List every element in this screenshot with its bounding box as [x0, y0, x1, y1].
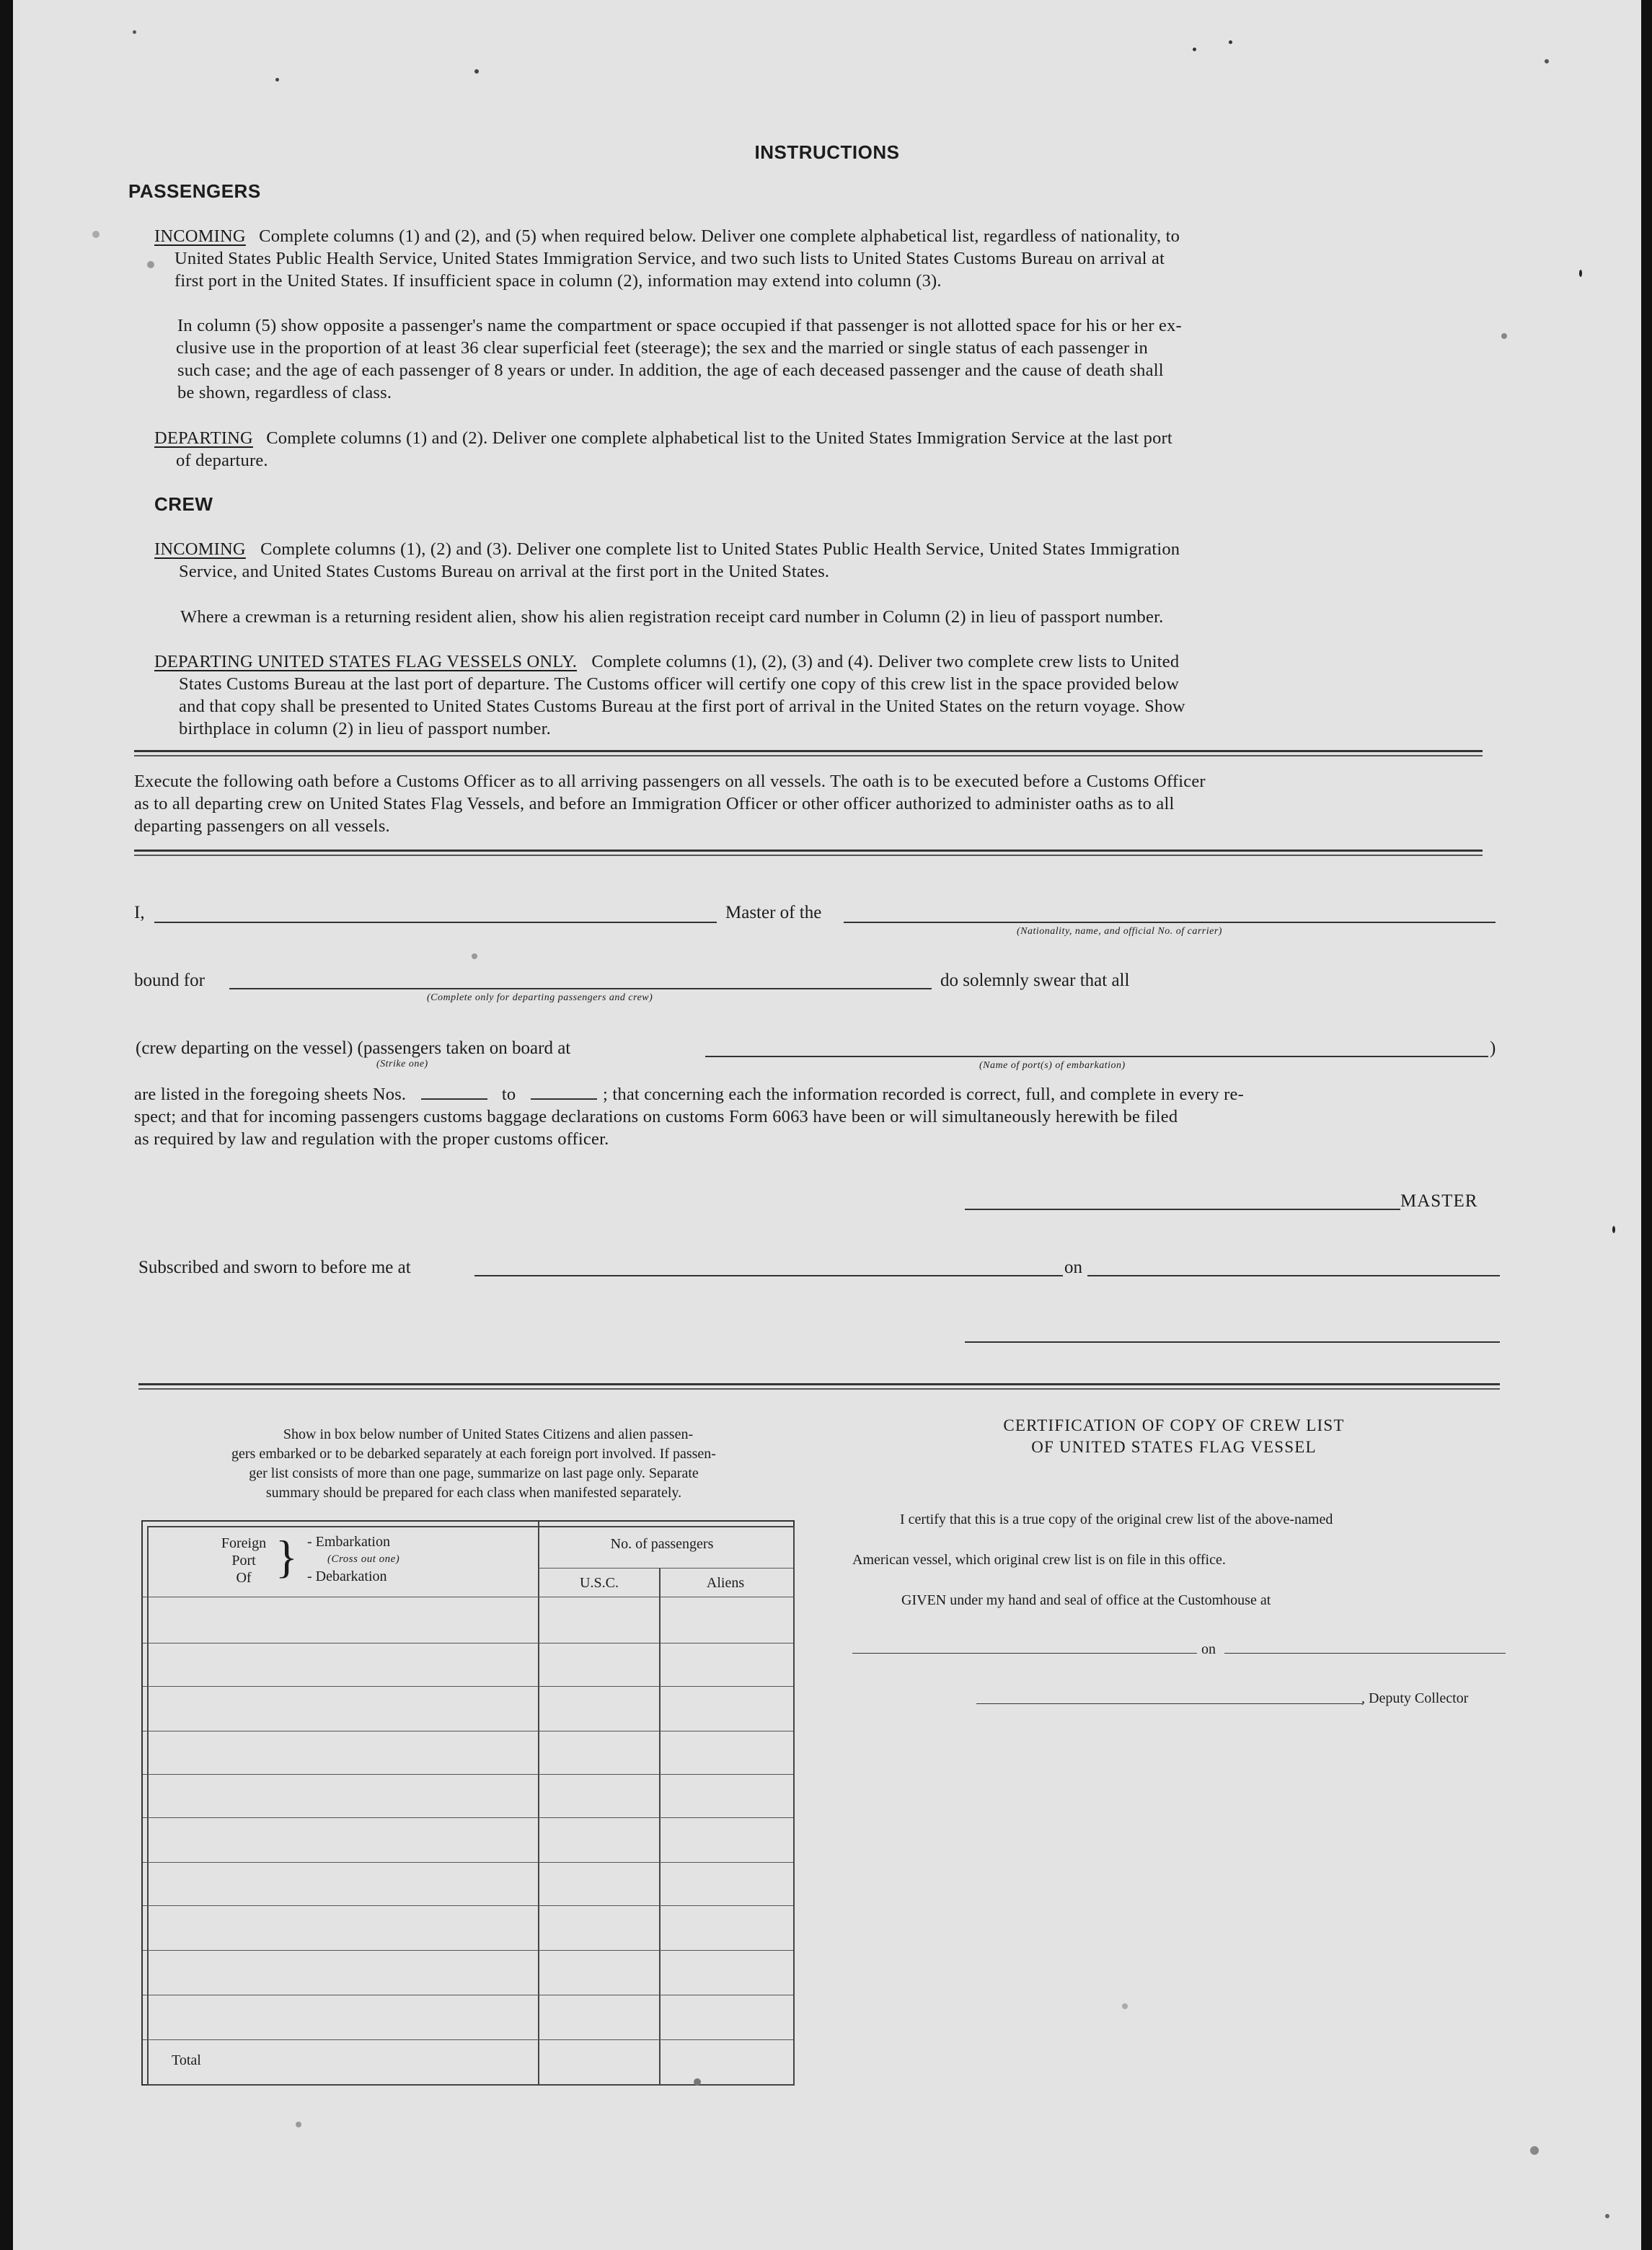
- sworn-date-field[interactable]: [1087, 1275, 1500, 1276]
- master-of-the-label: Master of the: [725, 903, 822, 922]
- certification-heading-line2: OF UNITED STATES FLAG VESSEL: [1031, 1438, 1317, 1456]
- scan-speck: [1605, 2214, 1609, 2218]
- port-text: Port: [231, 1553, 256, 1569]
- column5-line: be shown, regardless of class.: [177, 383, 392, 402]
- crew-incoming-line1: Complete columns (1), (2) and (3). Deliver one complete list to United States Public Health Service, United States Immigration: [260, 539, 1180, 559]
- scan-speck: [275, 78, 279, 81]
- embarkation-ports-field[interactable]: [705, 1056, 1488, 1057]
- form-sheet: [13, 0, 1641, 2250]
- certification-heading: [907, 1415, 1441, 1458]
- scan-speck: [474, 69, 479, 74]
- carrier-caption: (Nationality, name, and official No. of carrier): [1017, 926, 1222, 937]
- crew-incoming-label: INCOMING: [154, 539, 246, 559]
- summary-note-line: summary should be prepared for each class when manifested separately.: [265, 1485, 682, 1501]
- crew-departing-flag-label: DEPARTING UNITED STATES FLAG VESSELS ONLY.: [154, 652, 578, 671]
- table-row-line: [143, 1643, 793, 1644]
- passengers-departing-block: [154, 427, 1474, 472]
- scan-speck: [694, 2078, 701, 2086]
- certification-line1: I certify that this is a true copy of the original crew list of the above-named: [900, 1512, 1333, 1527]
- foreign-port-label: [215, 1535, 273, 1587]
- master-name-field[interactable]: [154, 922, 717, 923]
- oath-intro-line: Execute the following oath before a Customs Officer as to all arriving passengers on all vessels. The oath is to be executed before a Customs Officer: [134, 772, 1206, 791]
- table-col-divider: [538, 1522, 539, 2084]
- listed-text-b: ; that concerning each the information recorded is correct, full, and complete in every re-: [603, 1085, 1244, 1104]
- passengers-departing-line2: of departure.: [176, 451, 268, 470]
- section-divider: [134, 850, 1483, 856]
- passengers-departing-label: DEPARTING: [154, 428, 253, 448]
- crew-departing-flag-line2: States Customs Bureau at the last port of departure. The Customs officer will certify one copy of this crew list in the space provided below: [179, 674, 1180, 694]
- summary-note-line: gers embarked or to be debarked separately at each foreign port involved. If passen-: [231, 1446, 716, 1462]
- passengers-incoming-block: [154, 225, 1467, 292]
- crew-departing-flag-line4: birthplace in column (2) in lieu of passport number.: [179, 719, 551, 738]
- column5-line: clusive use in the proportion of at least 36 clear superficial feet (steerage); the sex and the married or single status of each passenger in: [176, 338, 1148, 358]
- certification-line2: American vessel, which original crew list is on file in this office.: [852, 1552, 1226, 1568]
- crew-departing-flag-line3: and that copy shall be presented to United States Customs Bureau at the first port of arrival in the United States on the return voyage. Show: [179, 697, 1185, 716]
- table-row-line: [143, 1686, 793, 1687]
- officer-signature-field[interactable]: [965, 1341, 1500, 1343]
- oath-line2: spect; and that for incoming passengers customs baggage declarations on customs Form 6063 have been or will simultaneously herewith be filed: [134, 1107, 1178, 1126]
- debarkation-option[interactable]: - Debarkation: [307, 1569, 387, 1584]
- crew-departing-clause: (crew departing on the vessel) (passengers taken on board at: [136, 1038, 571, 1058]
- page-title: INSTRUCTIONS: [754, 141, 900, 163]
- oath-i-label: I,: [134, 903, 145, 922]
- scan-speck: [133, 30, 136, 34]
- usc-header: U.S.C.: [580, 1575, 619, 1591]
- scan-speck: [1579, 270, 1582, 277]
- embark-debark-label: [307, 1533, 399, 1585]
- passengers-heading: PASSENGERS: [128, 180, 261, 202]
- certification-line3: GIVEN under my hand and seal of office at the Customhouse at: [901, 1592, 1271, 1608]
- foreign-text: Foreign: [221, 1535, 267, 1551]
- oath-intro: [134, 770, 1490, 837]
- scan-speck: [296, 2122, 301, 2127]
- deputy-collector-signature-field[interactable]: [976, 1703, 1363, 1704]
- scan-speck: [1501, 333, 1507, 339]
- crew-departing-flag-block: [154, 650, 1474, 740]
- cross-out-caption: (Cross out one): [327, 1553, 400, 1565]
- listed-to: to: [501, 1085, 516, 1104]
- passenger-summary-table: [141, 1520, 795, 2086]
- scan-speck: [1545, 59, 1549, 63]
- scan-speck: [1530, 2146, 1539, 2155]
- no-of-passengers-header: No. of passengers: [610, 1536, 714, 1552]
- crew-alien-registration-note: Where a crewman is a returning resident alien, show his alien registration receipt card number in Column (2) in lieu of passport number.: [180, 607, 1164, 627]
- solemnly-swear-text: do solemnly swear that all: [940, 971, 1130, 990]
- column5-line: In column (5) show opposite a passenger's name the compartment or space occupied if that passenger is not allotted space for his or her ex-: [177, 316, 1182, 335]
- passengers-departing-line1: Complete columns (1) and (2). Deliver one complete alphabetical list to the United States Immigration Service at the last port: [266, 428, 1172, 448]
- bound-for-caption: (Complete only for departing passengers and crew): [427, 992, 653, 1003]
- certification-date-field[interactable]: [1224, 1653, 1506, 1654]
- passengers-column5-paragraph: [177, 314, 1468, 404]
- passengers-incoming-line2: United States Public Health Service, United States Immigration Service, and two such lists to United States Customs Bureau on arrival at: [175, 249, 1165, 268]
- total-label: Total: [172, 2052, 201, 2068]
- crew-incoming-line2: Service, and United States Customs Bureau on arrival at the first port in the United States.: [179, 562, 830, 581]
- ports-caption: (Name of port(s) of embarkation): [979, 1060, 1126, 1071]
- embarkation-option[interactable]: - Embarkation: [307, 1534, 390, 1550]
- table-row-line: [143, 1817, 793, 1818]
- oath-intro-line: as to all departing crew on United States Flag Vessels, and before an Immigration Officer or other officer authorized to administer oaths as to all: [134, 794, 1175, 813]
- close-paren: ): [1490, 1038, 1496, 1058]
- passengers-incoming-line3: first port in the United States. If insufficient space in column (2), information may extend into column (3).: [175, 271, 942, 291]
- certification-on-label: on: [1201, 1641, 1216, 1657]
- summary-note-line: ger list consists of more than one page, summarize on last page only. Separate: [249, 1465, 699, 1481]
- certification-heading-line1: CERTIFICATION OF COPY OF CREW LIST: [1003, 1416, 1345, 1434]
- summary-note: [138, 1425, 809, 1503]
- scan-speck: [1193, 48, 1196, 51]
- table-row-line: [143, 1905, 793, 1906]
- subscribed-label: Subscribed and sworn to before me at: [138, 1258, 411, 1277]
- table-col-divider: [659, 1568, 661, 2084]
- of-text: Of: [236, 1570, 252, 1586]
- scan-speck: [1229, 40, 1232, 44]
- section-divider: [138, 1383, 1500, 1390]
- master-label: MASTER: [1400, 1191, 1478, 1211]
- strike-one-caption: (Strike one): [376, 1059, 428, 1069]
- table-row-line: [143, 1862, 793, 1863]
- oath-line3: as required by law and regulation with the proper customs officer.: [134, 1129, 609, 1149]
- aliens-header: Aliens: [706, 1575, 745, 1591]
- passengers-incoming-line1: Complete columns (1) and (2), and (5) when required below. Deliver one complete alphabetical list, regardless of nationality, to: [259, 226, 1180, 246]
- listed-text-a: are listed in the foregoing sheets Nos.: [134, 1085, 407, 1104]
- scan-speck: [472, 953, 477, 959]
- master-signature-field[interactable]: [965, 1209, 1400, 1210]
- bound-for-field[interactable]: [229, 988, 932, 989]
- carrier-field[interactable]: [844, 922, 1496, 923]
- section-divider: [134, 750, 1483, 756]
- scan-speck: [1612, 1226, 1615, 1233]
- table-row-line: [143, 1774, 793, 1775]
- column5-line: such case; and the age of each passenger of 8 years or under. In addition, the age of each deceased passenger and the cause of death shall: [177, 361, 1164, 380]
- passengers-incoming-label: INCOMING: [154, 226, 246, 246]
- customhouse-location-field[interactable]: [852, 1653, 1197, 1654]
- bound-for-label: bound for: [134, 971, 205, 990]
- table-inner-border: [147, 1526, 795, 2086]
- sworn-location-field[interactable]: [474, 1275, 1063, 1276]
- table-row-line: [143, 1950, 793, 1951]
- brace-glyph: }: [275, 1531, 298, 1582]
- crew-incoming-block: [154, 538, 1474, 583]
- deputy-collector-label: , Deputy Collector: [1361, 1690, 1469, 1706]
- crew-departing-flag-line1: Complete columns (1), (2), (3) and (4). Deliver two complete crew lists to United: [591, 652, 1180, 671]
- crew-heading: CREW: [154, 493, 213, 515]
- oath-intro-line: departing passengers on all vessels.: [134, 816, 390, 836]
- scan-speck: [92, 231, 100, 238]
- sworn-on-label: on: [1064, 1258, 1082, 1277]
- scan-speck: [147, 261, 154, 268]
- sheet-to-field[interactable]: [531, 1085, 597, 1100]
- scan-speck: [1122, 2003, 1128, 2009]
- sheet-from-field[interactable]: [421, 1085, 487, 1100]
- table-header-divider: [538, 1568, 793, 1569]
- summary-note-line: Show in box below number of United States Citizens and alien passen-: [283, 1426, 694, 1442]
- oath-body: [134, 1083, 1497, 1150]
- table-row-line: [143, 2039, 793, 2040]
